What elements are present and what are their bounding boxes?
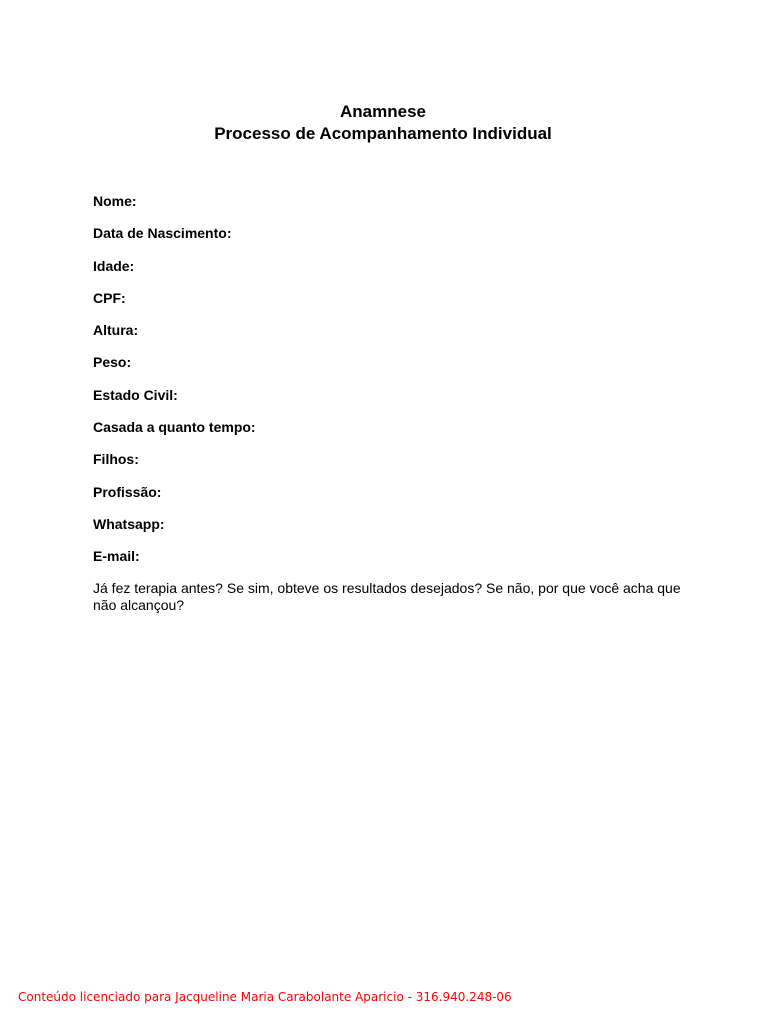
- field-idade: Idade:: [93, 257, 135, 274]
- field-casada-tempo: Casada a quanto tempo:: [93, 419, 256, 436]
- field-whatsapp: Whatsapp:: [93, 515, 165, 532]
- field-email: E-mail:: [93, 548, 140, 565]
- license-footer: Conteúdo licenciado para Jacqueline Maria Carabolante Aparicio - 316.940.248-06: [18, 990, 512, 1004]
- title-block: [0, 101, 766, 145]
- field-data-de-nascimento: Data de Nascimento:: [93, 225, 232, 242]
- document-subtitle: Processo de Acompanhamento Individual: [214, 124, 552, 143]
- field-estado-civil: Estado Civil:: [93, 386, 178, 403]
- field-cpf: CPF:: [93, 289, 126, 306]
- field-profissao: Profissão:: [93, 483, 162, 500]
- therapy-question: Já fez terapia antes? Se sim, obteve os resultados desejados? Se não, por que você acha que não alcançou?: [93, 580, 681, 613]
- field-filhos: Filhos:: [93, 451, 139, 468]
- field-altura: Altura:: [93, 322, 139, 339]
- document-title: Anamnese: [340, 102, 426, 121]
- field-peso: Peso:: [93, 354, 132, 371]
- field-nome: Nome:: [93, 193, 137, 209]
- form-fields: [93, 193, 683, 581]
